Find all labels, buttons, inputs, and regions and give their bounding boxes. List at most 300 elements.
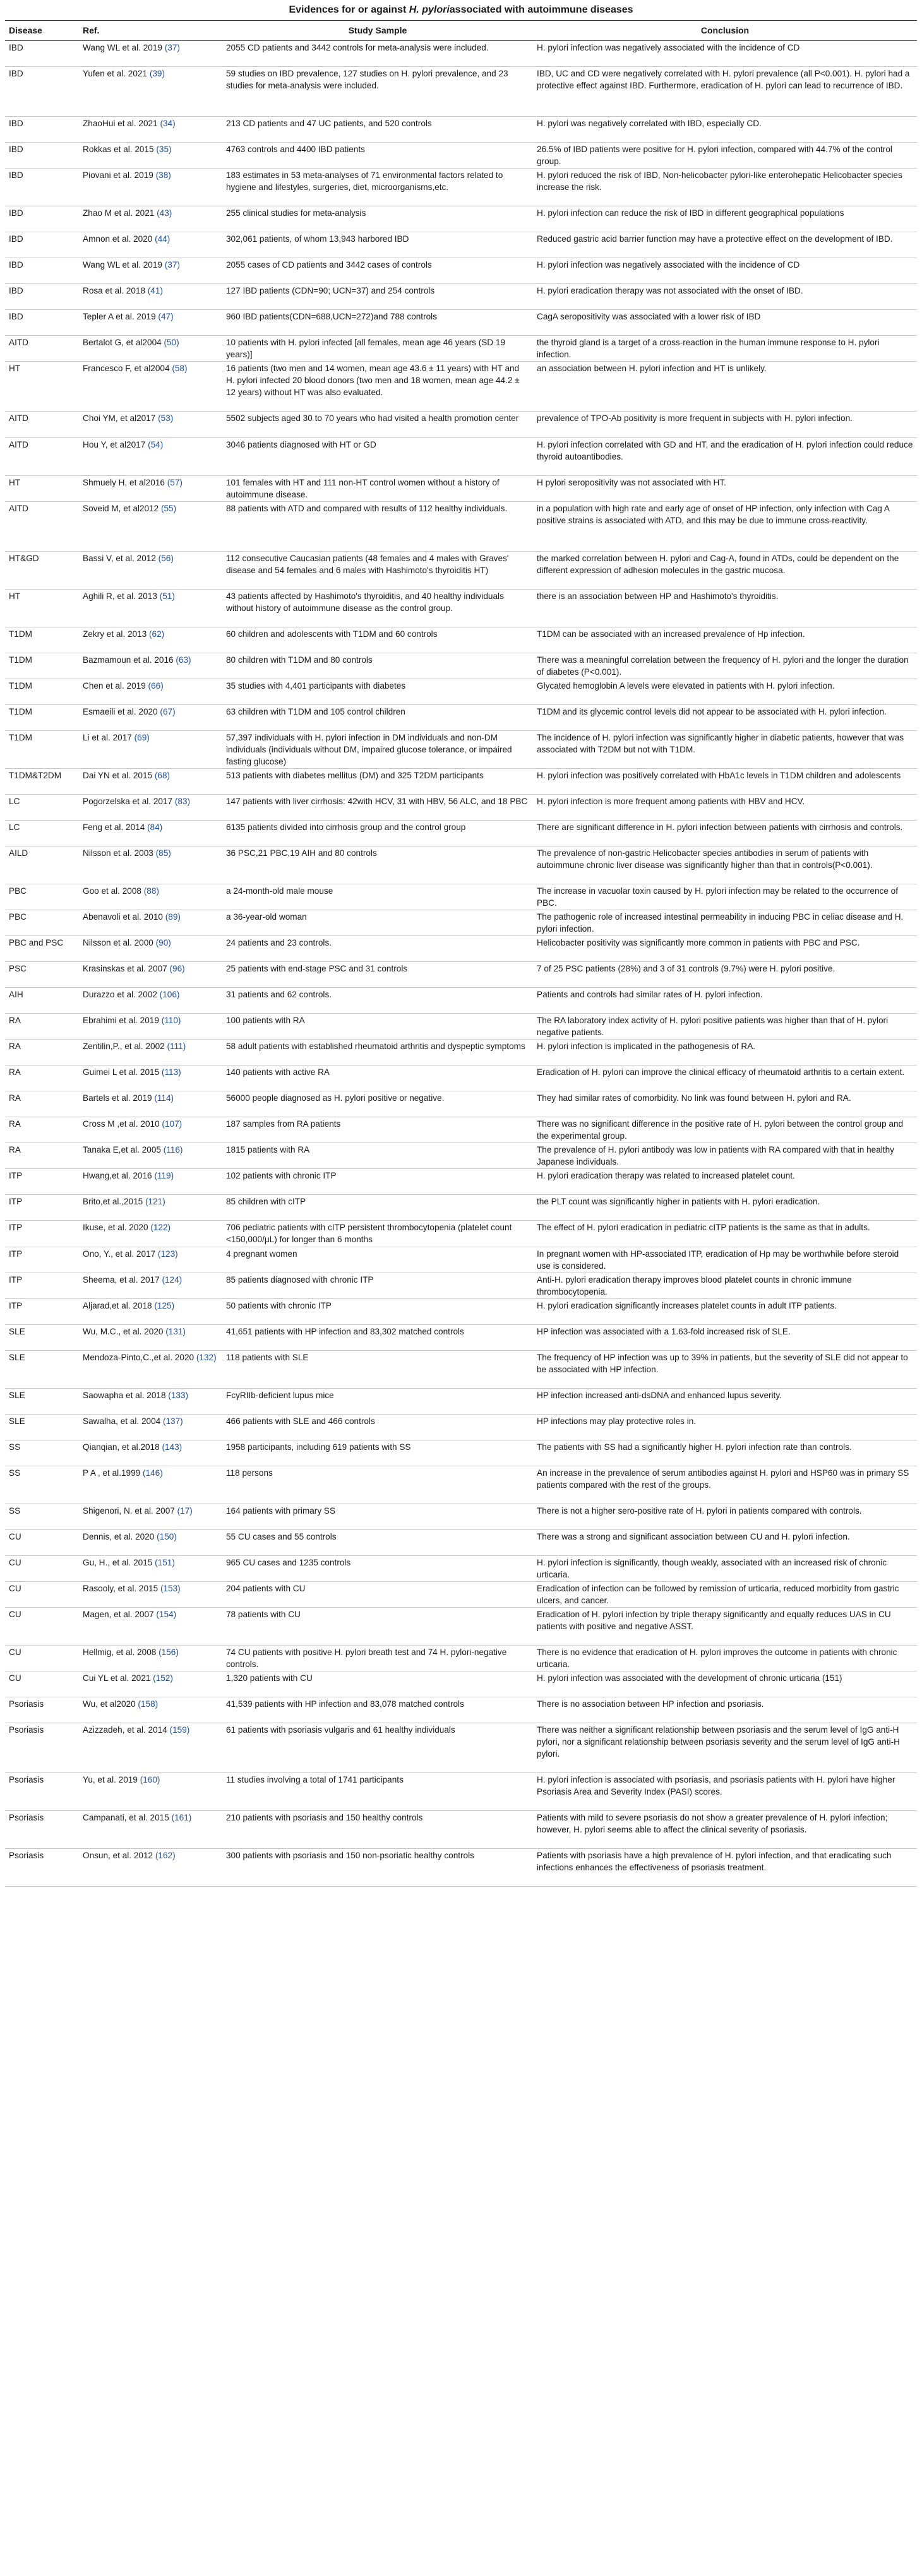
reference-number-link[interactable]: (55) [160, 503, 177, 513]
disease-cell: CU [5, 1529, 79, 1555]
table-row [5, 1773, 917, 1811]
disease-cell: IBD [5, 310, 79, 336]
study-sample-cell: 5502 subjects aged 30 to 70 years who had visited a health promotion center [222, 412, 533, 437]
conclusion-cell: H. pylori infection was positively correlated with HbA1c levels in T1DM children and adolescents [533, 768, 917, 794]
reference-author: Bassi V, et al. 2012 [83, 553, 156, 563]
study-sample-cell: 127 IBD patients (CDN=90; UCN=37) and 254 controls [222, 284, 533, 310]
study-sample-cell: 300 patients with psoriasis and 150 non-psoriatic healthy controls [222, 1849, 533, 1887]
table-row [5, 768, 917, 794]
reference-number-link[interactable]: (162) [155, 1851, 176, 1861]
disease-cell: SS [5, 1466, 79, 1504]
table-row [5, 846, 917, 884]
conclusion-cell: H pylori seropositivity was not associated with HT. [533, 475, 917, 501]
reference-number-link[interactable]: (41) [147, 286, 163, 296]
reference-author: ZhaoHui et al. 2021 [83, 119, 158, 129]
table-row [5, 988, 917, 1014]
disease-cell: SLE [5, 1350, 79, 1388]
reference-author: Ebrahimi et al. 2019 [83, 1016, 159, 1026]
reference-number-link[interactable]: (47) [158, 312, 174, 322]
disease-cell: CU [5, 1607, 79, 1645]
study-sample-cell: 61 patients with psoriasis vulgaris and 61 healthy individuals [222, 1723, 533, 1773]
disease-cell: IBD [5, 67, 79, 117]
study-sample-cell: 706 pediatric patients with cITP persistent thrombocytopenia (platelet count <150,000/μL) for longer than 6 months [222, 1221, 533, 1247]
reference-cell [79, 1529, 222, 1555]
table-row [5, 1466, 917, 1504]
reference-author: Aljarad,et al. 2018 [83, 1300, 152, 1310]
reference-number-link[interactable]: (43) [157, 208, 172, 218]
conclusion-cell: There are significant difference in H. pylori infection between patients with cirrhosis and controls. [533, 821, 917, 846]
study-sample-cell: 164 patients with primary SS [222, 1504, 533, 1529]
reference-number-link[interactable]: (90) [155, 938, 171, 948]
disease-cell: IBD [5, 41, 79, 67]
conclusion-cell: There is no association between HP infection and psoriasis. [533, 1697, 917, 1723]
table-row [5, 258, 917, 284]
reference-author: Sheema, et al. 2017 [83, 1274, 160, 1285]
disease-cell: Psoriasis [5, 1723, 79, 1773]
disease-cell: Psoriasis [5, 1811, 79, 1849]
study-sample-cell: 112 consecutive Caucasian patients (48 females and 4 males with Graves' disease and 54 females and 6 males with Hashimoto's thyroiditis HT) [222, 551, 533, 589]
reference-cell [79, 884, 222, 910]
reference-number-link[interactable]: (143) [162, 1442, 183, 1452]
reference-author: Goo et al. 2008 [83, 886, 141, 896]
table-row [5, 1646, 917, 1671]
conclusion-cell: The effect of H. pylori eradication in pediatric cITP patients is the same as that in adults. [533, 1221, 917, 1247]
reference-author: Saowapha et al. 2018 [83, 1390, 166, 1400]
reference-number-link[interactable]: (58) [172, 364, 188, 374]
table-row [5, 143, 917, 169]
reference-number-link[interactable]: (96) [169, 964, 185, 974]
study-sample-cell: 35 studies with 4,401 participants with diabetes [222, 679, 533, 704]
reference-author: Qianqian, et al.2018 [83, 1442, 160, 1452]
reference-number-link[interactable]: (69) [134, 732, 150, 742]
reference-number-link[interactable]: (124) [162, 1274, 183, 1285]
table-row [5, 206, 917, 232]
reference-author: Bazmamoun et al. 2016 [83, 655, 174, 665]
table-title [5, 0, 917, 21]
table-row [5, 1581, 917, 1607]
conclusion-cell: H. pylori was negatively correlated with IBD, especially CD. [533, 117, 917, 143]
reference-author: Wang WL et al. 2019 [83, 260, 162, 270]
reference-cell [79, 589, 222, 627]
reference-author: Zekry et al. 2013 [83, 629, 147, 639]
reference-number-link[interactable]: (88) [143, 886, 159, 896]
reference-author: Sawalha, et al. 2004 [83, 1416, 161, 1426]
study-sample-cell: 213 CD patients and 47 UC patients, and 520 controls [222, 117, 533, 143]
reference-cell [79, 1324, 222, 1350]
reference-cell [79, 1117, 222, 1143]
disease-cell: RA [5, 1065, 79, 1091]
disease-cell: CU [5, 1581, 79, 1607]
disease-cell: IBD [5, 284, 79, 310]
reference-cell [79, 117, 222, 143]
disease-cell: ITP [5, 1221, 79, 1247]
reference-number-link[interactable]: (34) [160, 119, 176, 129]
reference-number-link[interactable]: (68) [154, 770, 171, 780]
reference-cell [79, 1504, 222, 1529]
reference-cell [79, 1350, 222, 1388]
reference-author: Guimei L et al. 2015 [83, 1067, 160, 1077]
reference-cell [79, 794, 222, 820]
conclusion-cell: the thyroid gland is a target of a cross-reaction in the human immune response to H. pylori infection. [533, 336, 917, 362]
conclusion-cell: H. pylori eradication therapy was related to increased platelet count. [533, 1169, 917, 1195]
conclusion-cell: H. pylori eradication significantly increases platelet counts in adult ITP patients. [533, 1298, 917, 1324]
study-sample-cell: 118 patients with SLE [222, 1350, 533, 1388]
disease-cell: T1DM [5, 627, 79, 653]
reference-author: Choi YM, et al2017 [83, 413, 156, 424]
study-sample-cell: 2055 cases of CD patients and 3442 cases of controls [222, 258, 533, 284]
reference-number-link[interactable]: (156) [159, 1647, 179, 1657]
reference-author: Piovani et al. 2019 [83, 170, 153, 181]
conclusion-cell: H. pylori infection is more frequent among patients with HBV and HCV. [533, 794, 917, 820]
conclusion-cell: An increase in the prevalence of serum antibodies against H. pylori and HSP60 was in primary SS patients compared with the rest of the groups. [533, 1466, 917, 1504]
evidence-table [5, 21, 917, 1887]
study-sample-cell: 1958 participants, including 619 patients with SS [222, 1440, 533, 1466]
disease-cell: T1DM [5, 679, 79, 704]
reference-number-link[interactable]: (123) [157, 1249, 178, 1259]
study-sample-cell: 302,061 patients, of whom 13,943 harbored IBD [222, 232, 533, 258]
reference-number-link[interactable]: (84) [147, 822, 163, 832]
reference-number-link[interactable]: (158) [138, 1699, 159, 1709]
disease-cell: PBC [5, 910, 79, 936]
disease-cell: RA [5, 1091, 79, 1117]
reference-cell [79, 1195, 222, 1221]
disease-cell: IBD [5, 232, 79, 258]
reference-number-link[interactable]: (83) [174, 796, 191, 806]
reference-cell [79, 821, 222, 846]
reference-author: Aghili R, et al. 2013 [83, 591, 157, 601]
reference-author: Shmuely H, et al2016 [83, 477, 165, 487]
conclusion-cell: T1DM can be associated with an increased prevalence of Hp infection. [533, 627, 917, 653]
table-row [5, 1247, 917, 1273]
table-row [5, 1350, 917, 1388]
study-sample-cell: 36 PSC,21 PBC,19 AIH and 80 controls [222, 846, 533, 884]
study-sample-cell: 78 patients with CU [222, 1607, 533, 1645]
table-row [5, 1298, 917, 1324]
reference-author: Magen, et al. 2007 [83, 1609, 154, 1619]
reference-author: Amnon et al. 2020 [83, 234, 153, 244]
study-sample-cell: 41,539 patients with HP infection and 83,078 matched controls [222, 1697, 533, 1723]
reference-author: Yufen et al. 2021 [83, 69, 148, 79]
study-sample-cell: 210 patients with psoriasis and 150 healthy controls [222, 1811, 533, 1849]
disease-cell: ITP [5, 1298, 79, 1324]
table-row [5, 1440, 917, 1466]
study-sample-cell: 56000 people diagnosed as H. pylori positive or negative. [222, 1091, 533, 1117]
reference-number-link[interactable]: (132) [196, 1352, 217, 1362]
reference-number-link[interactable]: (39) [149, 69, 165, 79]
reference-number-link[interactable]: (116) [163, 1145, 183, 1155]
reference-cell [79, 962, 222, 988]
conclusion-cell: an association between H. pylori infection and HT is unlikely. [533, 362, 917, 412]
reference-author: Campanati, et al. 2015 [83, 1813, 169, 1823]
header-row [5, 21, 917, 41]
reference-author: Francesco F, et al2004 [83, 364, 170, 374]
study-sample-cell: a 36-year-old woman [222, 910, 533, 936]
reference-number-link[interactable]: (113) [161, 1067, 181, 1077]
reference-number-link[interactable]: (35) [156, 145, 172, 155]
table-row [5, 336, 917, 362]
reference-cell [79, 653, 222, 679]
study-sample-cell: 80 children with T1DM and 80 controls [222, 653, 533, 679]
disease-cell: AITD [5, 336, 79, 362]
disease-cell: IBD [5, 258, 79, 284]
study-sample-cell: 25 patients with end-stage PSC and 31 controls [222, 962, 533, 988]
study-sample-cell: 85 children with cITP [222, 1195, 533, 1221]
disease-cell: IBD [5, 117, 79, 143]
reference-author: Ikuse, et al. 2020 [83, 1223, 148, 1233]
reference-number-link[interactable]: (57) [167, 477, 183, 487]
reference-cell [79, 846, 222, 884]
reference-author: Zhao M et al. 2021 [83, 208, 155, 218]
disease-cell: AITD [5, 437, 79, 475]
disease-cell: T1DM [5, 653, 79, 679]
conclusion-cell: T1DM and its glycemic control levels did not appear to be associated with H. pylori infection. [533, 704, 917, 730]
study-sample-cell: 50 patients with chronic ITP [222, 1298, 533, 1324]
table-row [5, 884, 917, 910]
conclusion-cell: 7 of 25 PSC patients (28%) and 3 of 31 controls (9.7%) were H. pylori positive. [533, 962, 917, 988]
conclusion-cell: the PLT count was significantly higher in patients with H. pylori eradication. [533, 1195, 917, 1221]
reference-author: Tepler A et al. 2019 [83, 312, 156, 322]
conclusion-cell: H. pylori eradication therapy was not associated with the onset of IBD. [533, 284, 917, 310]
reference-cell [79, 143, 222, 169]
reference-author: Wu, M.C., et al. 2020 [83, 1326, 164, 1336]
reference-number-link[interactable]: (67) [160, 706, 176, 716]
reference-number-link[interactable]: (37) [164, 260, 180, 270]
header-conclusion: Conclusion [533, 21, 917, 41]
conclusion-cell: H. pylori infection can reduce the risk of IBD in different geographical populations [533, 206, 917, 232]
reference-author: Azizzadeh, et al. 2014 [83, 1725, 167, 1735]
disease-cell: T1DM [5, 730, 79, 768]
study-sample-cell: 85 patients diagnosed with chronic ITP [222, 1273, 533, 1298]
reference-number-link[interactable]: (38) [155, 170, 171, 181]
reference-number-link[interactable]: (54) [148, 439, 164, 449]
table-row [5, 936, 917, 962]
table-row [5, 821, 917, 846]
reference-number-link[interactable]: (151) [155, 1557, 175, 1567]
conclusion-cell: Eradication of infection can be followed by remission of urticaria, reduced morbidity from gastric ulcers, and cancer. [533, 1581, 917, 1607]
reference-number-link[interactable]: (110) [161, 1016, 181, 1026]
disease-cell: SS [5, 1440, 79, 1466]
study-sample-cell: 100 patients with RA [222, 1014, 533, 1040]
disease-cell: HT [5, 362, 79, 412]
conclusion-cell: The patients with SS had a significantly higher H. pylori infection rate than controls. [533, 1440, 917, 1466]
reference-cell [79, 936, 222, 962]
study-sample-cell: 466 patients with SLE and 466 controls [222, 1414, 533, 1440]
table-row [5, 1169, 917, 1195]
study-sample-cell: 140 patients with active RA [222, 1065, 533, 1091]
conclusion-cell: Anti-H. pylori eradication therapy improves blood platelet counts in chronic immune thrombocytopenia. [533, 1273, 917, 1298]
conclusion-cell: The frequency of HP infection was up to 39% in patients, but the severity of SLE did not appear to be associated with HP infection. [533, 1350, 917, 1388]
conclusion-cell: H. pylori infection was associated with the development of chronic urticaria (151) [533, 1671, 917, 1697]
reference-author: Dai YN et al. 2015 [83, 770, 153, 780]
reference-number-link[interactable]: (150) [157, 1531, 177, 1541]
disease-cell: T1DM [5, 704, 79, 730]
reference-cell [79, 1773, 222, 1811]
study-sample-cell: 10 patients with H. pylori infected [all females, mean age 46 years (SD 19 years)] [222, 336, 533, 362]
study-sample-cell: 960 IBD patients(CDN=688,UCN=272)and 788 controls [222, 310, 533, 336]
reference-cell [79, 1671, 222, 1697]
reference-number-link[interactable]: (44) [155, 234, 171, 244]
reference-cell [79, 1414, 222, 1440]
reference-cell [79, 475, 222, 501]
reference-number-link[interactable]: (133) [168, 1390, 189, 1400]
reference-number-link[interactable]: (121) [145, 1197, 165, 1207]
disease-cell: HT [5, 589, 79, 627]
reference-number-link[interactable]: (122) [150, 1223, 171, 1233]
study-sample-cell: 88 patients with ATD and compared with results of 112 healthy individuals. [222, 501, 533, 551]
reference-number-link[interactable]: (66) [148, 680, 164, 691]
reference-author: Ono, Y., et al. 2017 [83, 1249, 156, 1259]
disease-cell: AILD [5, 846, 79, 884]
reference-author: Zentilin,P., et al. 2002 [83, 1042, 165, 1052]
study-sample-cell: 187 samples from RA patients [222, 1117, 533, 1143]
reference-cell [79, 41, 222, 67]
reference-cell [79, 206, 222, 232]
disease-cell: IBD [5, 206, 79, 232]
reference-number-link[interactable]: (89) [165, 912, 181, 922]
reference-cell [79, 1388, 222, 1414]
table-row [5, 704, 917, 730]
reference-number-link[interactable]: (51) [159, 591, 175, 601]
reference-number-link[interactable]: (107) [162, 1119, 183, 1129]
reference-author: Bartels et al. 2019 [83, 1093, 152, 1103]
disease-cell: Psoriasis [5, 1773, 79, 1811]
reference-number-link[interactable]: (119) [154, 1171, 174, 1181]
disease-cell: ITP [5, 1273, 79, 1298]
study-sample-cell: 4 pregnant women [222, 1247, 533, 1273]
reference-number-link[interactable]: (146) [143, 1468, 163, 1478]
study-sample-cell: 63 children with T1DM and 105 control children [222, 704, 533, 730]
reference-number-link[interactable]: (37) [164, 43, 180, 52]
reference-cell [79, 1723, 222, 1773]
reference-cell [79, 284, 222, 310]
reference-author: Rosa et al. 2018 [83, 286, 145, 296]
table-row [5, 589, 917, 627]
conclusion-cell: The RA laboratory index activity of H. pylori positive patients was higher than that of H. pylori negative patients. [533, 1014, 917, 1040]
conclusion-cell: Eradication of H. pylori can improve the clinical efficacy of rheumatoid arthritis to a certain extent. [533, 1065, 917, 1091]
reference-number-link[interactable]: (152) [153, 1673, 173, 1683]
study-sample-cell: 965 CU cases and 1235 controls [222, 1555, 533, 1581]
reference-number-link[interactable]: (85) [155, 848, 171, 858]
reference-author: Tanaka E,et al. 2005 [83, 1145, 161, 1155]
reference-author: Shigenori, N. et al. 2007 [83, 1505, 175, 1516]
conclusion-cell: The increase in vacuolar toxin caused by H. pylori infection may be related to the occurrence of PBC. [533, 884, 917, 910]
conclusion-cell: HP infection increased anti-dsDNA and enhanced lupus severity. [533, 1388, 917, 1414]
conclusion-cell: In pregnant women with HP-associated ITP, eradication of Hp may be worthwhile before steroid use is considered. [533, 1247, 917, 1273]
table-row [5, 41, 917, 67]
conclusion-cell: There was neither a significant relationship between psoriasis and the serum level of IgG anti-H pylori, nor a significant relationship between psoriasis severity and the serum level of IgG anti-H pylori. [533, 1723, 917, 1773]
reference-author: Gu, H., et al. 2015 [83, 1557, 153, 1567]
conclusion-cell: HP infection was associated with a 1.63-fold increased risk of SLE. [533, 1324, 917, 1350]
study-sample-cell: 6135 patients divided into cirrhosis group and the control group [222, 821, 533, 846]
reference-number-link[interactable]: (159) [169, 1725, 190, 1735]
reference-cell [79, 1221, 222, 1247]
table-body [5, 41, 917, 1887]
study-sample-cell: 2055 CD patients and 3442 controls for meta-analysis were included. [222, 41, 533, 67]
table-row [5, 1697, 917, 1723]
reference-number-link[interactable]: (17) [177, 1505, 193, 1516]
table-row [5, 1014, 917, 1040]
conclusion-cell: Patients with mild to severe psoriasis do not show a greater prevalence of H. pylori infection; however, H. pylori seems able to affect the clinical severity of psoriasis. [533, 1811, 917, 1849]
reference-number-link[interactable]: (114) [154, 1093, 174, 1103]
conclusion-cell: IBD, UC and CD were negatively correlated with H. pylori prevalence (all P<0.001). H. pylori had a protective effect against IBD. Furthermore, eradication of H. pylori can lead to recurrence of IBD. [533, 67, 917, 117]
reference-number-link[interactable]: (160) [140, 1775, 160, 1785]
study-sample-cell: 74 CU patients with positive H. pylori breath test and 74 H. pylori-negative controls. [222, 1646, 533, 1671]
reference-cell [79, 1169, 222, 1195]
table-row [5, 551, 917, 589]
reference-author: Durazzo et al. 2002 [83, 990, 157, 1000]
reference-author: Hwang,et al. 2016 [83, 1171, 152, 1181]
study-sample-cell: 41,651 patients with HP infection and 83,302 matched controls [222, 1324, 533, 1350]
reference-number-link[interactable]: (137) [162, 1416, 183, 1426]
study-sample-cell: 183 estimates in 53 meta-analyses of 71 environmental factors related to hygiene and lifestyles, surgeries, diet, microorganisms,etc. [222, 169, 533, 206]
table-row [5, 169, 917, 206]
conclusion-cell: Helicobacter positivity was significantly more common in patients with PBC and PSC. [533, 936, 917, 962]
reference-number-link[interactable]: (161) [171, 1813, 192, 1823]
title-suffix: associated with autoimmune diseases [449, 4, 633, 15]
reference-number-link[interactable]: (125) [154, 1300, 175, 1310]
reference-number-link[interactable]: (62) [149, 629, 165, 639]
reference-number-link[interactable]: (63) [176, 655, 191, 665]
table-row [5, 910, 917, 936]
table-row [5, 1221, 917, 1247]
reference-cell [79, 67, 222, 117]
conclusion-cell: The incidence of H. pylori infection was significantly higher in diabetic patients, however that was associated with T2DM but not with T1DM. [533, 730, 917, 768]
table-row [5, 679, 917, 704]
table-row [5, 627, 917, 653]
reference-number-link[interactable]: (50) [164, 338, 179, 348]
table-row [5, 1117, 917, 1143]
reference-author: Dennis, et al. 2020 [83, 1531, 155, 1541]
reference-number-link[interactable]: (153) [160, 1583, 181, 1593]
disease-cell: AITD [5, 501, 79, 551]
reference-author: Yu, et al. 2019 [83, 1775, 138, 1785]
reference-cell [79, 501, 222, 551]
reference-cell [79, 1143, 222, 1169]
disease-cell: HT [5, 475, 79, 501]
reference-author: Mendoza-Pinto,C.,et al. 2020 [83, 1352, 195, 1362]
table-row [5, 1414, 917, 1440]
reference-author: Esmaeili et al. 2020 [83, 706, 158, 716]
study-sample-cell: 16 patients (two men and 14 women, mean age 43.6 ± 11 years) with HT and H. pylori infected 20 blood donors (two men and 18 women, mean age 44.2 ± 12 years) without HT was also evaluated. [222, 362, 533, 412]
conclusion-cell: H. pylori reduced the risk of IBD, Non-helicobacter pylori-like enterohepatic Helicobacter species increase the risk. [533, 169, 917, 206]
reference-cell [79, 1440, 222, 1466]
disease-cell: RA [5, 1040, 79, 1065]
reference-number-link[interactable]: (106) [159, 990, 180, 1000]
study-sample-cell: 102 patients with chronic ITP [222, 1169, 533, 1195]
conclusion-cell: CagA seropositivity was associated with a lower risk of IBD [533, 310, 917, 336]
disease-cell: RA [5, 1143, 79, 1169]
study-sample-cell: 55 CU cases and 55 controls [222, 1529, 533, 1555]
table-row [5, 1529, 917, 1555]
reference-author: Wu, et al2020 [83, 1699, 136, 1709]
reference-author: Chen et al. 2019 [83, 680, 146, 691]
reference-author: Pogorzelska et al. 2017 [83, 796, 173, 806]
study-sample-cell: 11 studies involving a total of 1741 participants [222, 1773, 533, 1811]
table-row [5, 1324, 917, 1350]
disease-cell: ITP [5, 1195, 79, 1221]
disease-cell: Psoriasis [5, 1849, 79, 1887]
reference-number-link[interactable]: (56) [158, 553, 174, 563]
reference-number-link[interactable]: (111) [167, 1042, 186, 1052]
reference-author: Nilsson et al. 2000 [83, 938, 153, 948]
conclusion-cell: The pathogenic role of increased intestinal permeability in inducing PBC in celiac disease and H. pylori infection. [533, 910, 917, 936]
study-sample-cell: a 24-month-old male mouse [222, 884, 533, 910]
reference-cell [79, 362, 222, 412]
reference-number-link[interactable]: (53) [158, 413, 174, 424]
conclusion-cell: H. pylori infection was negatively associated with the incidence of CD [533, 258, 917, 284]
reference-number-link[interactable]: (154) [156, 1609, 177, 1619]
reference-number-link[interactable]: (131) [165, 1326, 186, 1336]
